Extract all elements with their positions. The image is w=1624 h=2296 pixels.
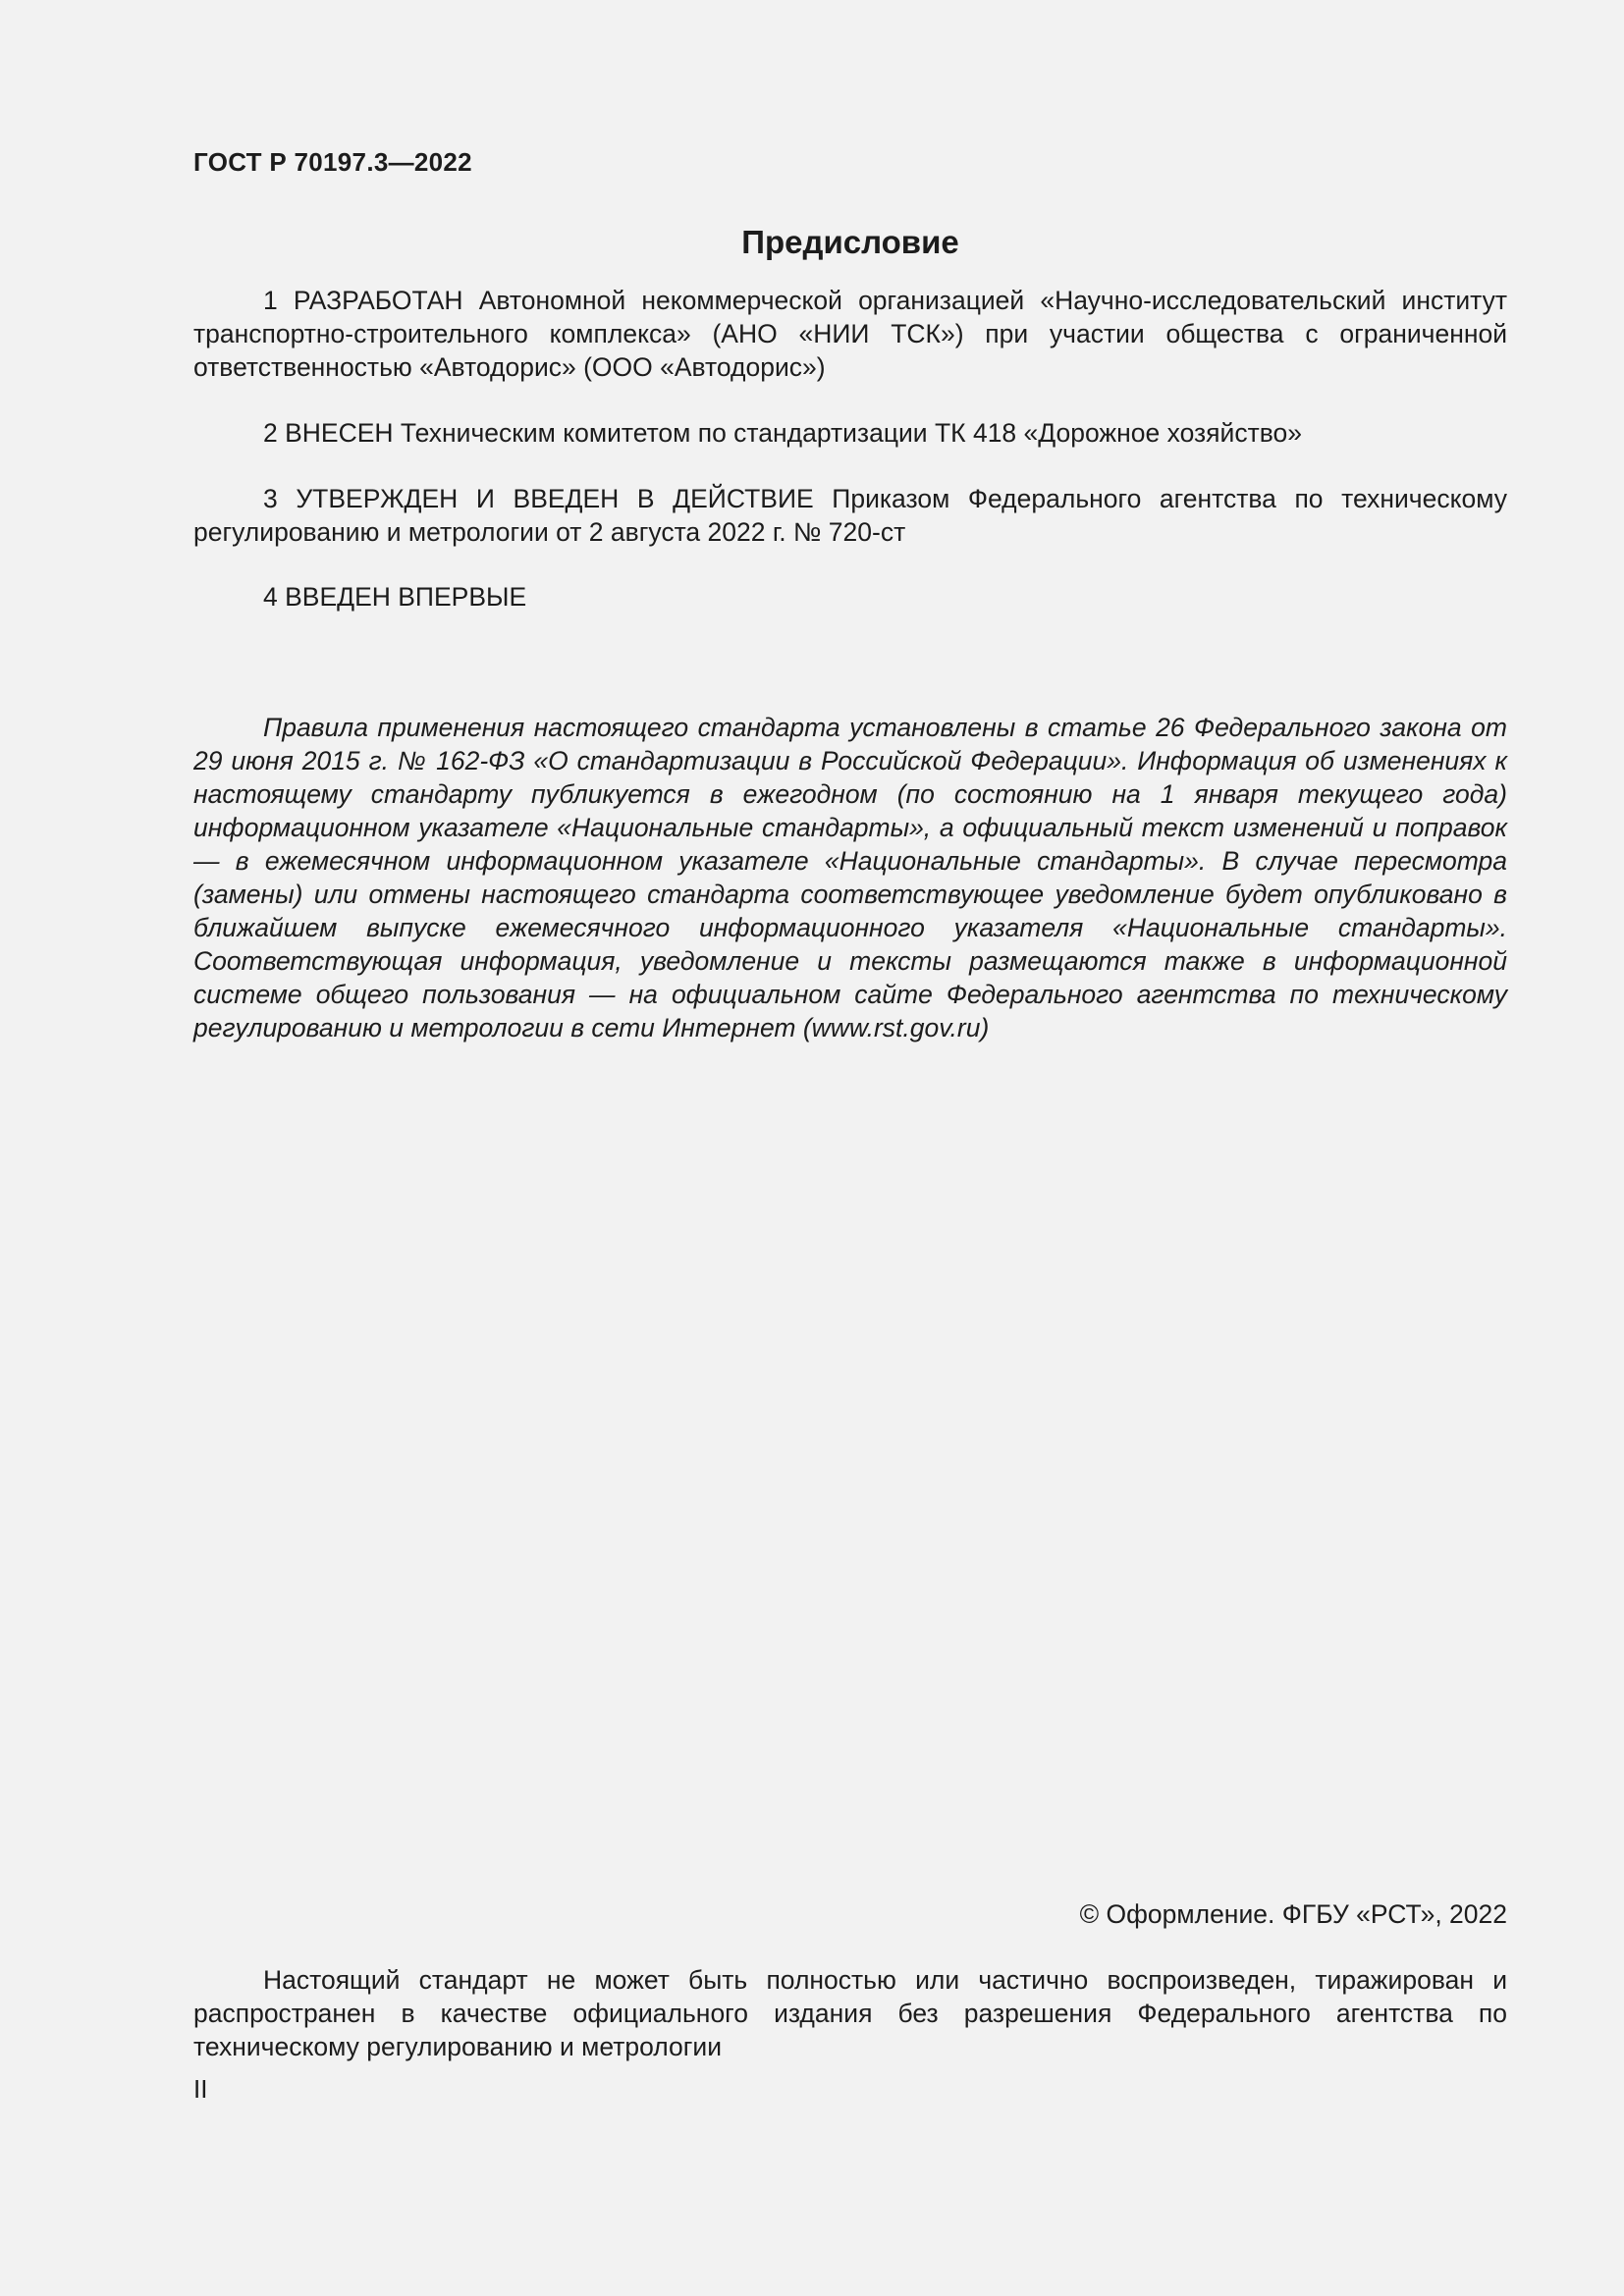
copyright: © Оформление. ФГБУ «РСТ», 2022	[1079, 1899, 1507, 1929]
foreword-item-4: 4 ВВЕДЕН ВПЕРВЫЕ	[263, 582, 527, 612]
reproduction-notice: Настоящий стандарт не может быть полностью или частично воспроизведен, тиражирован и распространен в качестве официального издания без разрешения Федерального агентства по техническому регулированию и метрологии	[193, 1965, 1507, 2061]
foreword-item-2: 2 ВНЕСЕН Техническим комитетом по стандартизации ТК 418 «Дорожное хозяйство»	[263, 418, 1302, 448]
page-number: II	[193, 2074, 208, 2104]
foreword-item-1: 1 РАЗРАБОТАН Автономной некоммерческой организацией «Научно-исследовательский институт транспортно-строительного комплекса» (АНО «НИИ ТСК») при участии общества с ограниченной ответственностью «Автодорис» (ООО «Автодорис»)	[193, 286, 1507, 382]
rules-note: Правила применения настоящего стандарта установлены в статье 26 Федерального закона от 29 июня 2015 г. № 162-ФЗ «О стандартизации в Российской Федерации». Информация об изменениях к настоящему стандарту публикуется в ежегодном (по состоянию на 1 января текущего года) информационном указателе «Национальные стандарты», а официальный текст изменений и поправок — в ежемесячном информационном указателе «Национальные стандарты». В случае пересмотра (замены) или отмены настоящего стандарта соответствующее уведомление будет опубликовано в ближайшем выпуске ежемесячного информационного указателя «Национальные стандарты». Соответствующая информация, уведомление и тексты размещаются также в информационной системе общего пользования — на официальном сайте Федерального агентства по техническому регулированию и метрологии в сети Интернет (www.rst.gov.ru)	[193, 713, 1507, 1042]
section-title: Предисловие	[741, 224, 959, 260]
foreword-item-3: 3 УТВЕРЖДЕН И ВВЕДЕН В ДЕЙСТВИЕ Приказом Федерального агентства по техническому регулированию и метрологии от 2 августа 2022 г. № 720-ст	[193, 484, 1507, 547]
document-code: ГОСТ Р 70197.3—2022	[193, 147, 472, 177]
